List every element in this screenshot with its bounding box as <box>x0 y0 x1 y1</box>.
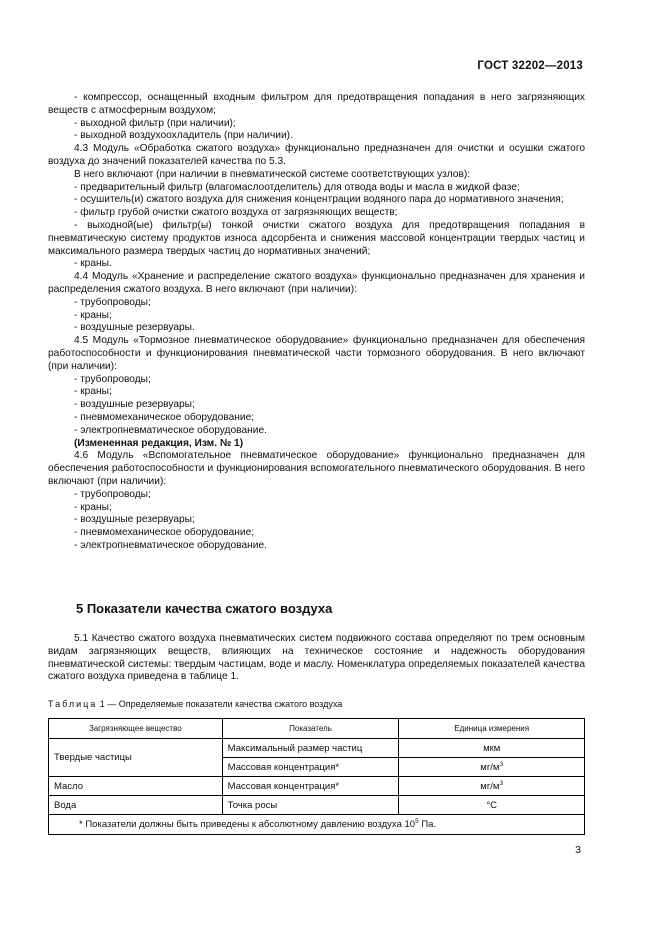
footnote-text: * Показатели должны быть приведены к абсолютному давлению воздуха 10 <box>79 819 416 830</box>
unit-text: мг/м <box>480 780 500 792</box>
footnote-end: Па. <box>418 819 437 830</box>
table-cell: °С <box>399 796 585 815</box>
list-item: - выходной(ые) фильтр(ы) тонкой очистки сжатого воздуха для предотвращения попадания в пневматическую систему продуктов износа адсорбента и снижения массовой концентрации твердых частиц и максимального размера твердых частиц до нормативных значений; <box>48 219 585 257</box>
table-header-cell: Единица измерения <box>399 719 585 739</box>
list-item: - краны; <box>74 501 112 513</box>
footnote-superscript: 5 <box>415 817 419 825</box>
paragraph: 4.5 Модуль «Тормозное пневматическое оборудование» функционально предназначен для обеспечения работоспособности и функционирования пневматической части тормозного оборудования. В него включают (при наличии): <box>48 335 585 372</box>
amendment-note: (Измененная редакция, Изм. № 1) <box>74 437 244 449</box>
paragraph: 4.4 Модуль «Хранение и распределение сжатого воздуха» функционально предназначен для хранения и распределения сжатого воздуха. В него включают (при наличии): <box>48 271 585 295</box>
table-header-cell: Загрязняющее вещество <box>49 719 223 739</box>
paragraph: В него включают (при наличии в пневматической системе соответствующих узлов): <box>74 168 471 180</box>
table-cell: Массовая концентрация* <box>222 758 399 777</box>
table-footnote <box>49 815 585 835</box>
list-item: - трубопроводы; <box>74 373 151 385</box>
table-row <box>49 739 585 758</box>
table-cell: Твердые частицы <box>49 739 223 777</box>
table-cell: Масло <box>49 777 223 796</box>
list-item: - электропневматическое оборудование. <box>74 539 267 551</box>
section-paragraph: 5.1 Качество сжатого воздуха пневматических систем подвижного состава определяют по трем основным видам загрязняющих веществ, влияющих на техническое состояние и надежность оборудования пневматической системы: твердым частицам, воде и маслу. Номенклатура определяемых показателей качества сжатого воздуха приведена в таблице 1. <box>48 633 585 683</box>
table-cell <box>399 777 585 796</box>
table-header-row <box>49 719 585 739</box>
list-item: - осушитель(и) сжатого воздуха для снижения концентрации водяного пара до нормативного значения; <box>74 194 564 206</box>
unit-superscript: 3 <box>499 760 504 768</box>
quality-table <box>48 718 585 835</box>
table-caption-label: Таблица <box>48 699 98 709</box>
list-item: - компрессор, оснащенный входным фильтром для предотвращения попадания в него загрязняющих веществ с атмосферным воздухом; <box>48 92 585 116</box>
list-item: - предварительный фильтр (влагомаслоотделитель) для отвода воды и масла в жидкой фазе; <box>74 181 520 193</box>
document-code: ГОСТ 32202—2013 <box>477 60 583 72</box>
paragraph: 4.3 Модуль «Обработка сжатого воздуха» функционально предназначен для очистки и осушки сжатого воздуха до значений показателей качества по 5.3. <box>48 143 585 167</box>
table-caption-title: 1 — Определяемые показатели качества сжатого воздуха <box>97 699 343 709</box>
list-item: - пневмомеханическое оборудование; <box>74 527 255 539</box>
list-item: - трубопроводы; <box>74 488 151 500</box>
table-cell: Точка росы <box>222 796 399 815</box>
unit-superscript: 3 <box>499 779 504 787</box>
list-item: - выходной фильтр (при наличии); <box>74 117 236 129</box>
paragraph: 4.6 Модуль «Вспомогательное пневматическое оборудование» функционально предназначен для обеспечения работоспособности и функционирования вспомогательного пневматического оборудования. В него включают (при наличии): <box>48 450 585 487</box>
table-row <box>49 796 585 815</box>
list-item: - краны; <box>74 386 112 398</box>
page-number: 3 <box>575 844 581 856</box>
list-item: - электропневматическое оборудование. <box>74 424 267 436</box>
list-item: - пневмомеханическое оборудование; <box>74 411 255 423</box>
table-cell <box>399 758 585 777</box>
unit-text: мг/м <box>480 761 500 773</box>
table-caption <box>48 699 342 709</box>
list-item: - выходной воздухоохладитель (при наличии). <box>74 130 293 142</box>
table-cell: Массовая концентрация* <box>222 777 399 796</box>
table-footnote-row <box>49 815 585 835</box>
table-header-cell: Показатель <box>222 719 399 739</box>
table-cell: Максимальный размер частиц <box>222 739 399 758</box>
body-text <box>48 92 585 553</box>
table-cell: мкм <box>399 739 585 758</box>
section-title: 5 Показатели качества сжатого воздуха <box>76 601 333 616</box>
list-item: - краны; <box>74 309 112 321</box>
table-cell: Вода <box>49 796 223 815</box>
list-item: - трубопроводы; <box>74 296 151 308</box>
list-item: - воздушные резервуары; <box>74 399 195 411</box>
table-row <box>49 777 585 796</box>
list-item: - воздушные резервуары. <box>74 322 195 334</box>
list-item: - воздушные резервуары; <box>74 514 195 526</box>
list-item: - краны. <box>74 258 112 270</box>
list-item: - фильтр грубой очистки сжатого воздуха от загрязняющих веществ; <box>74 207 398 219</box>
